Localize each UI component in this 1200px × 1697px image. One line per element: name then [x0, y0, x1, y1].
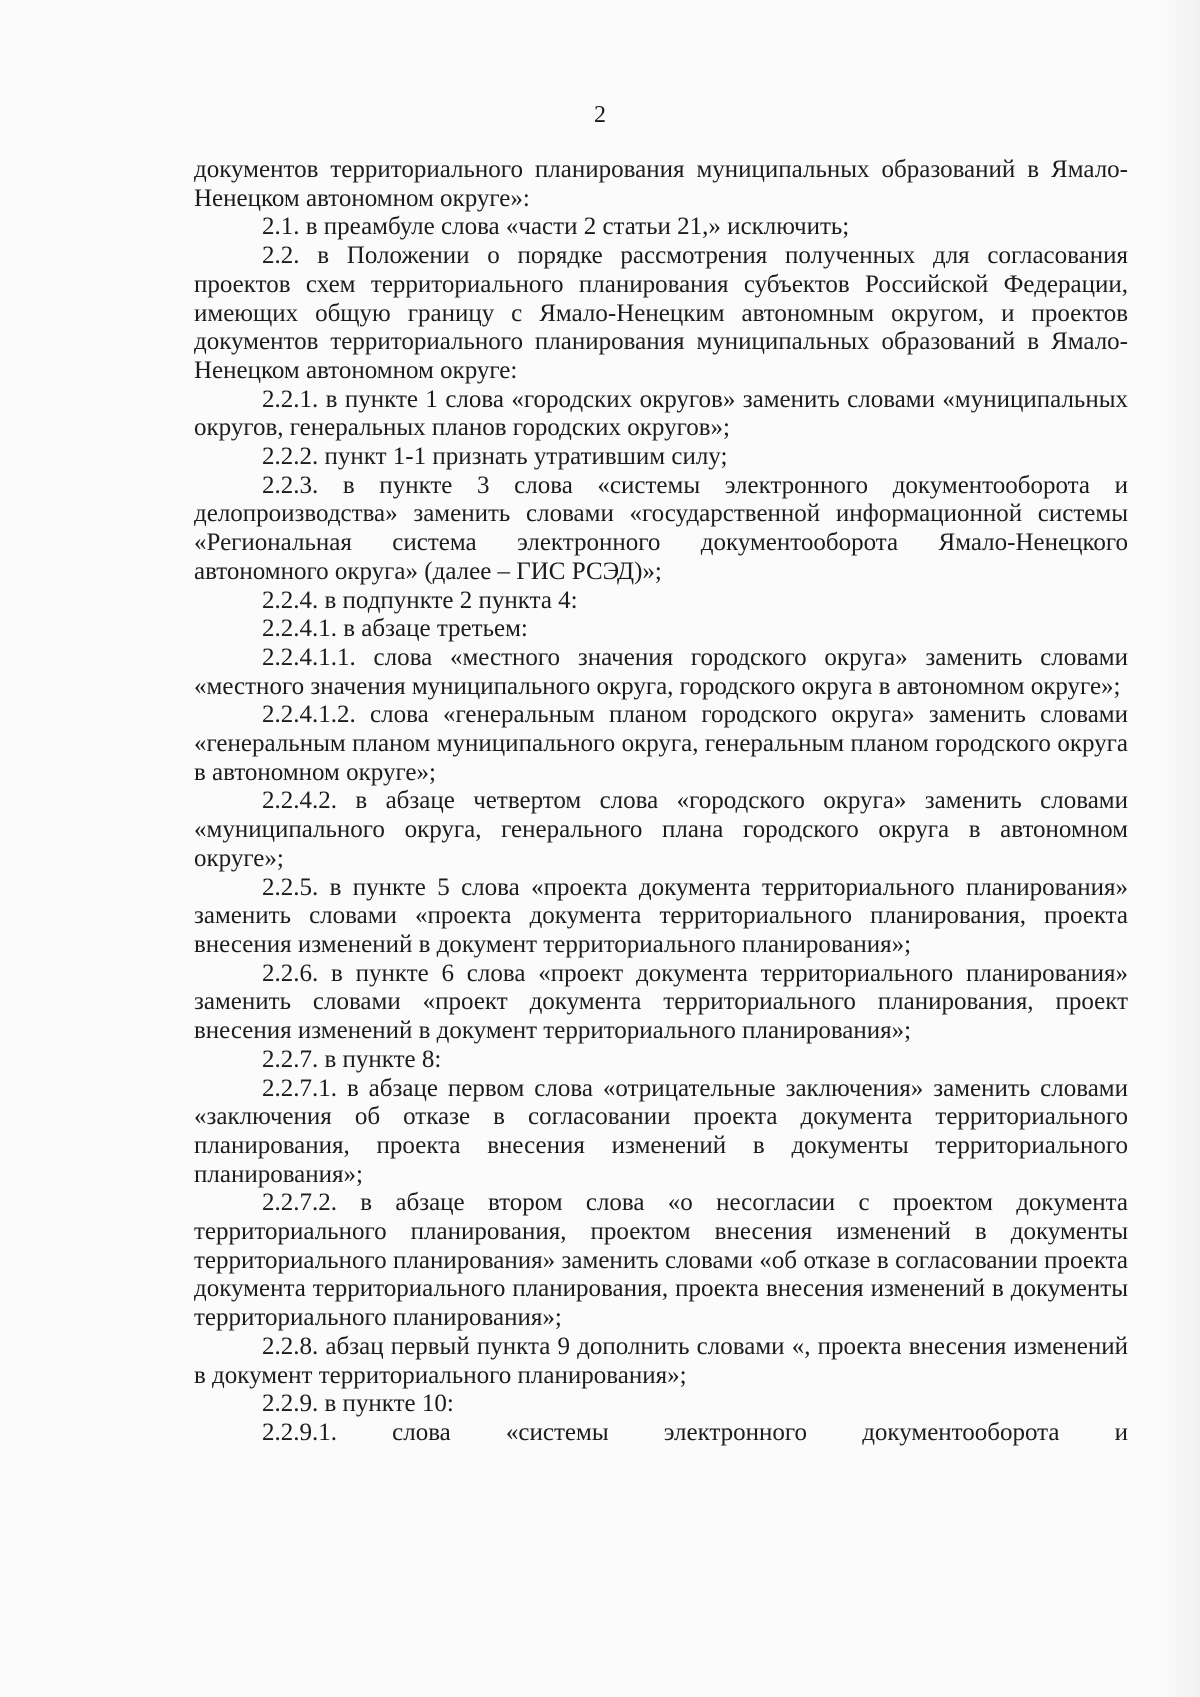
paragraph: 2.2.9.1. слова «системы электронного документооборота и	[262, 1418, 1128, 1446]
paragraph: 2.2.6. в пункте 6 слова «проект документа территориального планирования» заменить словами «проект документа территориального планирования, проект внесения изменений в документ территориального планирования»;	[194, 959, 1128, 1045]
paragraph: 2.2.7.1. в абзаце первом слова «отрицательные заключения» заменить словами «заключения об отказе в согласовании проекта документа территориального планирования, проекта внесения изменений в документы территориального планирования»;	[194, 1074, 1128, 1188]
paragraph: 2.2.8. абзац первый пункта 9 дополнить словами «, проекта внесения изменений в документ территориального планирования»;	[194, 1332, 1128, 1389]
page-number: 2	[594, 102, 606, 128]
paragraph: 2.2. в Положении о порядке рассмотрения полученных для согласования проектов схем территориального планирования субъектов Российской Федерации, имеющих общую границу с Ямало-Ненецким автономным округом, и проектов документов территориального планирования муниципальных образований в Ямало-Ненецком автономном округе:	[194, 242, 1128, 384]
paragraph: 2.2.3. в пункте 3 слова «системы электронного документооборота и делопроизводства» заменить словами «государственной информационной системы «Региональная система электронного документооборота Ямало-Ненецкого автономного округа» (далее – ГИС РСЭД)»;	[194, 471, 1128, 585]
paragraph: 2.2.4.1.2. слова «генеральным планом городского округа» заменить словами «генеральным планом муниципального округа, генеральным планом городского округа в автономном округе»;	[194, 701, 1128, 786]
paragraph: 2.2.4.1.1. слова «местного значения городского округа» заменить словами «местного значения муниципального округа, городского округа в автономном округе»;	[194, 643, 1128, 700]
paragraph: 2.1. в преамбуле слова «части 2 статьи 21,» исключить;	[262, 213, 850, 241]
paragraph: 2.2.7. в пункте 8:	[262, 1045, 442, 1073]
paragraph: 2.2.4.1. в абзаце третьем:	[262, 615, 528, 643]
paragraph: 2.2.4. в подпункте 2 пункта 4:	[262, 586, 578, 614]
paragraph: документов территориального планирования муниципальных образований в Ямало-Ненецком автономном округе»:	[194, 156, 1128, 212]
paragraph: 2.2.7.2. в абзаце втором слова «о несогласии с проектом документа территориального планирования, проектом внесения изменений в документы территориального планирования» заменить словами «об отказе в согласовании проекта документа территориального планирования, проекта внесения изменений в документы территориального планирования»;	[194, 1189, 1128, 1332]
paragraph: 2.2.1. в пункте 1 слова «городских округов» заменить словами «муниципальных округов, генеральных планов городских округов»;	[194, 385, 1128, 442]
paragraph: 2.2.4.2. в абзаце четвертом слова «городского округа» заменить словами «муниципального округа, генерального плана городского округа в автономном округе»;	[194, 787, 1128, 872]
paragraph: 2.2.5. в пункте 5 слова «проекта документа территориального планирования» заменить словами «проекта документа территориального планирования, проекта внесения изменений в документ территориального планирования»;	[194, 873, 1128, 958]
paragraph: 2.2.9. в пункте 10:	[262, 1390, 454, 1418]
document-body	[194, 156, 1128, 1448]
paragraph: 2.2.2. пункт 1-1 признать утратившим силу;	[262, 443, 728, 471]
scan-edge-shadow	[1160, 0, 1200, 1697]
